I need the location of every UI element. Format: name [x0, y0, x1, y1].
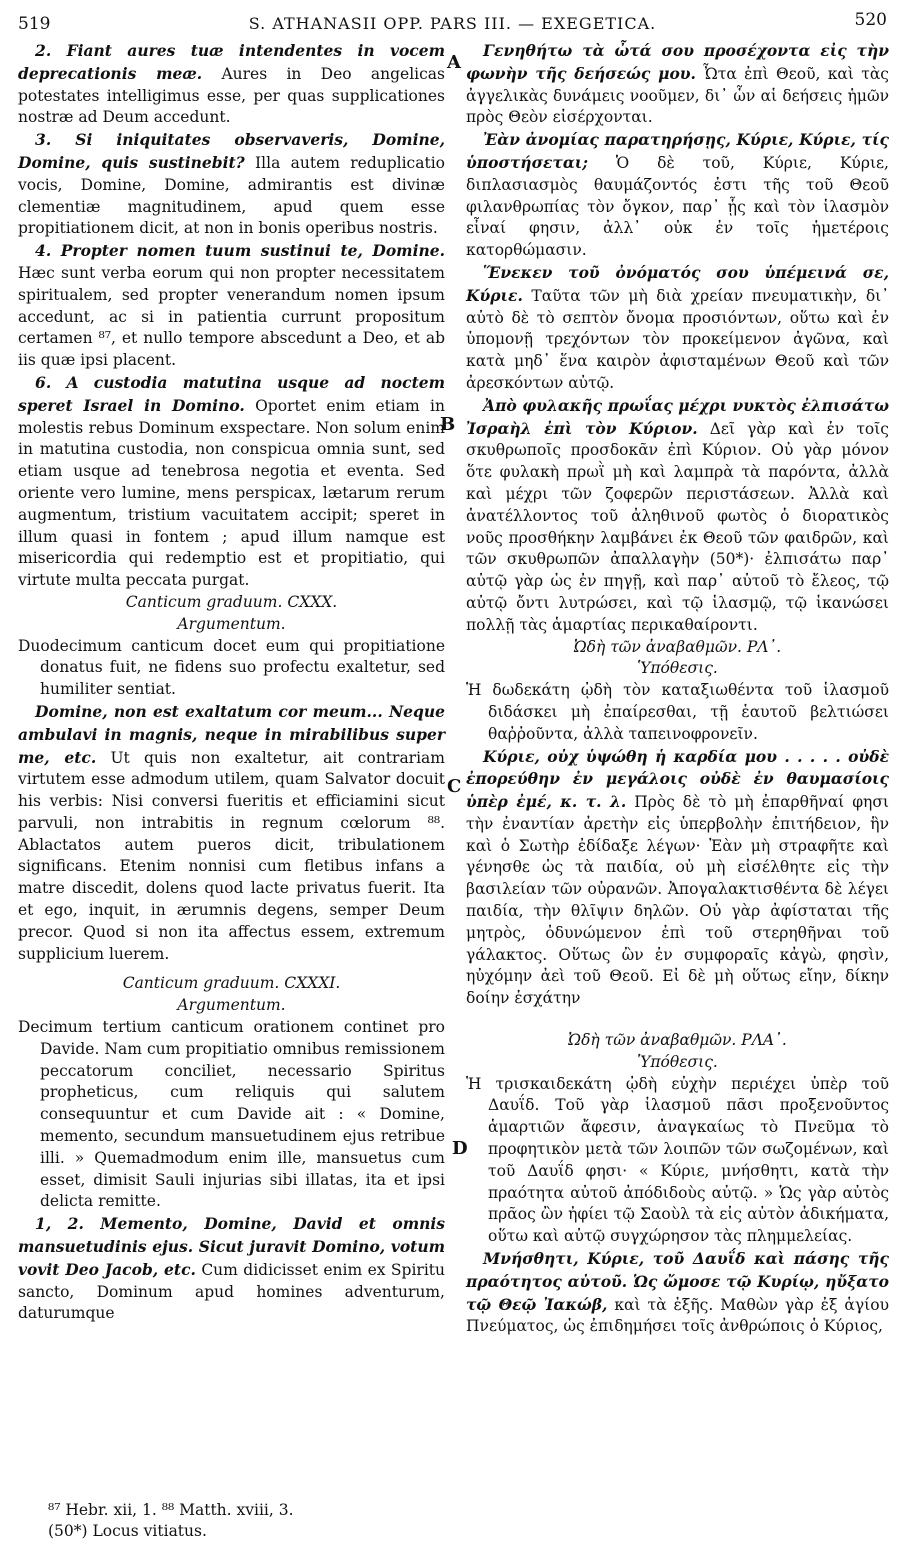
greek-verse-6: Ἀπὸ φυλακῆς πρωΐας μέχρι νυκτὸς ἐλπισάτω Ἰσραὴλ ἐπὶ τὸν Κύριον. Δεῖ γὰρ καὶ ἐν τοῖς σκυθρωποῖς προσδοκᾶν ἐπὶ Κύριον. Οὐ γὰρ μόνον ὅτε φυλακὴ πρωῒ μὴ καὶ λαμπρὰ τὰ παρόντα, ἀλλὰ καὶ μέχρι τῶν ζοφερῶν περιστάσεων. Ἀλλὰ καὶ ἀνατέλλοντος τοῦ ἀληθινοῦ φωτὸς ὁ διορατικὸς νοῦς προσθήκην λαμβάνει ἐκ Θεοῦ τῶν φαιδρῶν, καὶ τῶν σκυθρωπῶν ἀπαλλαγὴν (50*)· ἐλπισάτω παρ᾽ αὐτῷ γὰρ ὡς ἐν πηγῇ, καὶ παρ᾽ αὐτοῦ τὸ ἔλεος, τῷ αὐτῷ ὄντι λυτρώσει, καὶ τῷ ἱλασμῷ, τῷ ἱκανώσει πολλῇ τὰς ἁμαρτίας περικαθαίροντι.	[466, 395, 889, 634]
greek-column	[466, 40, 889, 1338]
greek-canticle-131-verse-1: Μνήσθητι, Κύριε, τοῦ Δαυΐδ καὶ πάσης τῆς πραότητος αὐτοῦ. Ὡς ὤμοσε τῷ Κυρίῳ, ηὔξατο τῷ Θεῷ Ἰακώβ, καὶ τὰ ἑξῆς. Μαθὼν γὰρ ἐξ ἁγίου Πνεύματος, ὡς ἐπιδημήσει τοῖς ἀνθρώποις ὁ Κύριος,	[466, 1249, 889, 1336]
latin-column	[18, 40, 445, 1325]
latin-canticle-131-argument: Argumentum.	[177, 996, 286, 1015]
page-number-left: 519	[18, 14, 51, 34]
running-title: S. ATHANASII OPP. PARS III. — EXEGETICA.	[248, 14, 657, 33]
greek-canticle-130-summary: Ἡ δωδεκάτη ᾠδὴ τὸν καταξιωθέντα τοῦ ἱλασμοῦ διδάσκει μὴ ἐπαίρεσθαι, τῇ ἑαυτοῦ βελτιώσει θαῤῥοῦντα, ἀλλὰ ταπεινοφρονεῖν.	[466, 681, 889, 743]
latin-verse-4: 4. Propter nomen tuum sustinui te, Domine. Hæc sunt verba eorum qui non propter necessitatem spiritualem, sed propter venerandum nomen ipsum accedunt, ac si in patientia currunt propositum certamen ⁸⁷, et nullo tempore abscedunt a Deo, et ab iis quæ ipsi placent.	[18, 241, 445, 370]
footnote-line-1: ⁸⁷ Hebr. xii, 1. ⁸⁸ Matth. xviii, 3.	[48, 1501, 294, 1519]
latin-canticle-130-argument: Argumentum.	[177, 614, 286, 633]
latin-canticle-131-verse-1: 1, 2. Memento, Domine, David et omnis mansuetudinis ejus. Sicut juravit Domino, votum vovit Deo Jacob, etc. Cum didicisset enim ex Spiritu sancto, Dominum apud homines adventurum, daturumque	[18, 1214, 445, 1323]
footnotes	[48, 1500, 294, 1542]
latin-canticle-130-verse-1: Domine, non est exaltatum cor meum... Neque ambulavi in magnis, neque in mirabilibus super me, etc. Ut quis non exaltetur, ait contrariam virtutem esse admodum utilem, quam Salvator docuit his verbis: Nisi conversi fueritis et efficiamini sicut parvuli, non intrabitis in regnum cœlorum ⁸⁸. Ablactatos autem pueros dicit, tribulationem significans. Etenim nonnisi cum fletibus infans a matre discedit, dolens quod lacte privatus fuerit. Ita et ego, inquit, in ærumnis degens, semper Deum precor. Quod si non ita affectus essem, extremum supplicium luerem.	[18, 701, 445, 963]
greek-canticle-131-argument: Ὑπόθεσις.	[637, 1052, 718, 1071]
latin-verse-2: 2. Fiant aures tuæ intendentes in vocem deprecationis meæ. Aures in Deo angelicas potestates intelligimus esse, per quas supplicationes nostræ ad Deum accedunt.	[18, 41, 445, 127]
page-number-right: 520	[854, 10, 887, 30]
margin-letter-c: C	[447, 776, 462, 797]
greek-canticle-131-title: Ὠδὴ τῶν ἀναβαθμῶν. ΡΛΑ᾽.	[568, 1031, 787, 1050]
footnote-line-2: (50*) Locus vitiatus.	[48, 1522, 207, 1540]
greek-canticle-130-verse-1: Κύριε, οὐχ ὑψώθη ἡ καρδία μου . . . . . οὐδὲ ἐπορεύθην ἐν μεγάλοις οὐδὲ ἐν θαυμασίοις ὑπὲρ ἐμέ, κ. τ. λ. Πρὸς δὲ τὸ μὴ ἐπαρθῆναί φησι τὴν ἐναντίαν ἀρετὴν εἰς ὑπερβολὴν ἐπιτήδειον, ἣν καὶ ὁ Σωτὴρ ἐδίδαξε λέγων· Ἐὰν μὴ στραφῆτε καὶ γένησθε ὡς τὰ παιδία, οὐ μὴ εἰσέλθητε εἰς τὴν βασιλείαν τῶν οὐρανῶν. Ἀπογαλακτισθέντα δὲ λέγει παιδία, τὴν θλῖψιν δηλῶν. Οὐ γὰρ ἀφίσταται τῆς μητρὸς, ὀδυνώμενον ἐπὶ τοῦ στερηθῆναι τοῦ γάλακτος. Οὕτως ὢν ἐν συμφοραῖς κἀγὼ, φησὶν, ηὐχόμην ἀεὶ τοῦ Θεοῦ. Εἰ δὲ μὴ οὕτως εἴην, δίκην δοίην ἐσχάτην	[466, 746, 889, 1008]
greek-canticle-130-argument: Ὑπόθεσις.	[637, 659, 718, 678]
greek-verse-4: Ἕνεκεν τοῦ ὀνόματός σου ὑπέμεινά σε, Κύριε. Ταῦτα τῶν μὴ διὰ χρείαν πνευματικὴν, δι᾽ αὐτὸ δὲ τὸ σεπτὸν ὄνομα προσιόντων, οὕτω καὶ ἐν ὑπομονῇ τρεχόντων τὸν προκείμενον ἀγῶνα, καὶ κατὰ μηδ᾽ ἕνα καιρὸν ἀφισταμένων Θεοῦ καὶ τῶν ἀρεσκόντων αὐτῷ.	[466, 262, 889, 392]
latin-canticle-130-summary: Duodecimum canticum docet eum qui propitiatione donatus fuit, ne fidens suo profectu exaltetur, sed humiliter sentiat.	[18, 636, 445, 699]
greek-verse-3: Ἐὰν ἀνομίας παρατηρήσῃς, Κύριε, Κύριε, τίς ὑποστήσεται; Ὁ δὲ τοῦ, Κύριε, Κύριε, διπλασιασμὸς θαυμάζοντός ἐστι τῆς τοῦ Θεοῦ φιλανθρωπίας τὸν ὄγκον, παρ᾽ ᾗς καὶ τὸν ἱλασμὸν εἶναί φησιν, ἀλλ᾽ οὐκ ἐν τοῖς ἡμετέροις κατορθώμασιν.	[466, 130, 889, 260]
latin-canticle-131-title: Canticum graduum. CXXXI.	[122, 974, 341, 993]
page-header	[0, 8, 905, 36]
margin-letter-d: D	[452, 1138, 468, 1159]
latin-verse-3: 3. Si iniquitates observaveris, Domine, Domine, quis sustinebit? Illa autem reduplicatio vocis, Domine, Domine, admirantis est divinæ clementiæ magnitudinem, apud quem esse propitiationem dicit, at non in bonis operibus nostris.	[18, 130, 445, 238]
greek-verse-2: Γενηθήτω τὰ ὦτά σου προσέχοντα εἰς τὴν φωνὴν τῆς δεήσεώς μου. Ὦτα ἐπὶ Θεοῦ, καὶ τὰς ἀγγελικὰς δυνάμεις νοοῦμεν, δι᾽ ὧν αἱ δεήσεις ἡμῶν πρὸς Θεὸν εἰσέρχονται.	[466, 41, 889, 127]
latin-canticle-131-summary: Decimum tertium canticum orationem continet pro Davide. Nam cum propitiatio omnibus remissionem peccatorum conciliet, necessario Spiritus propheticus, cum reliquis qui salutem consequuntur et cum Davide ait : « Domine, memento, secundum mansuetudinem ejus retribue illi. » Quemadmodum enim ille, mansuetus cum esset, dimisit Sauli injurias sibi illatas, ita et ipsi delicta remitte.	[18, 1018, 445, 1211]
greek-canticle-131-summary: Ἡ τρισκαιδεκάτη ᾠδὴ εὐχὴν περιέχει ὑπὲρ τοῦ Δαυΐδ. Τοῦ γὰρ ἱλασμοῦ πᾶσι προξενοῦντος ἁμαρτιῶν ἄφεσιν, ἀναγκαίως τὸ Πνεῦμα τὸ προφητικὸν μετὰ τῶν λοιπῶν τῶν σωζομένων, καὶ τοῦ Δαυΐδ φησι· « Κύριε, μνήσθητι, κατὰ τὴν πραότητα αὐτοῦ ἀπόδιδοὺς αὐτῷ. » Ὡς γὰρ αὐτὸς πρᾶος ὢν ἠφίει τῷ Σαοὺλ τὰ εἰς αὐτὸν ἀδικήματα, οὕτω καὶ αὐτῷ συγχώρησον τὰς πλημμελείας.	[466, 1074, 889, 1246]
margin-letter-b: B	[440, 414, 456, 435]
margin-letter-a: A	[447, 52, 461, 73]
latin-verse-6: 6. A custodia matutina usque ad noctem speret Israel in Domino. Oportet enim etiam in molestis rebus Dominum exspectare. Non solum enim in matutina custodia, non conspicua omnia sunt, sed etiam usque ad tenebrosa negotia et eventa. Sed oriente vero lumine, mens perspicax, lætarum rerum augmentum, tristium vacuitatem accipit; speret in illum quasi in fontem ; apud illum namque est misericordia qui redemptio est et propitiatio, qui virtute multa peccata purgat.	[18, 372, 445, 590]
greek-canticle-130-title: Ὠδὴ τῶν ἀναβαθμῶν. ΡΛ᾽.	[573, 637, 782, 656]
latin-canticle-130-title: Canticum graduum. CXXX.	[125, 592, 338, 611]
